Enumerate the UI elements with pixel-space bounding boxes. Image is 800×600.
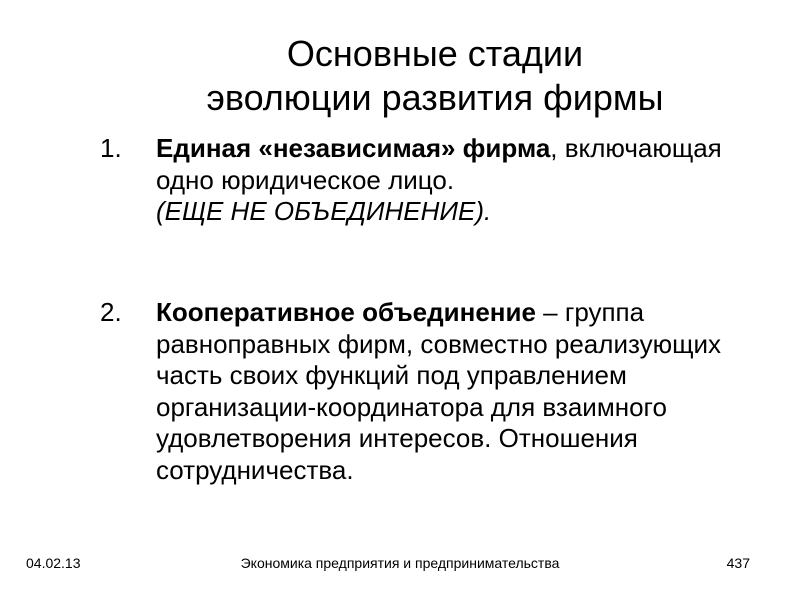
list-item-1 — [100, 133, 780, 228]
slide-title-line-1: Основные стадии — [286, 33, 584, 74]
list-item-text — [156, 133, 780, 228]
list-item-number: 2. — [100, 297, 122, 327]
footer-title: Экономика предприятия и предпринимательства — [240, 555, 560, 571]
slide-title — [0, 32, 800, 120]
list-item-note: (ЕЩЕ НЕ ОБЪЕДИНЕНИЕ). — [156, 196, 492, 226]
slide-title-line-2: эволюции развития фирмы — [206, 77, 664, 118]
list-item-description: , включающая одно юридическое лицо. — [156, 133, 722, 195]
footer-page-number: 437 — [726, 555, 750, 571]
list-item-term: Единая «независимая» фирма — [156, 133, 551, 163]
list-item-description: – группа равноправных фирм, совместно реализующих часть своих функций под управлением организации-координатора для взаимного удовлетворения интересов. Отношения сотрудничества. — [156, 297, 722, 485]
list-item-number: 1. — [100, 133, 122, 163]
list-item-2 — [100, 297, 780, 486]
list-item-text — [156, 297, 780, 486]
footer-date: 04.02.13 — [26, 555, 81, 571]
list-item-term: Кооперативное объединение — [156, 297, 536, 327]
